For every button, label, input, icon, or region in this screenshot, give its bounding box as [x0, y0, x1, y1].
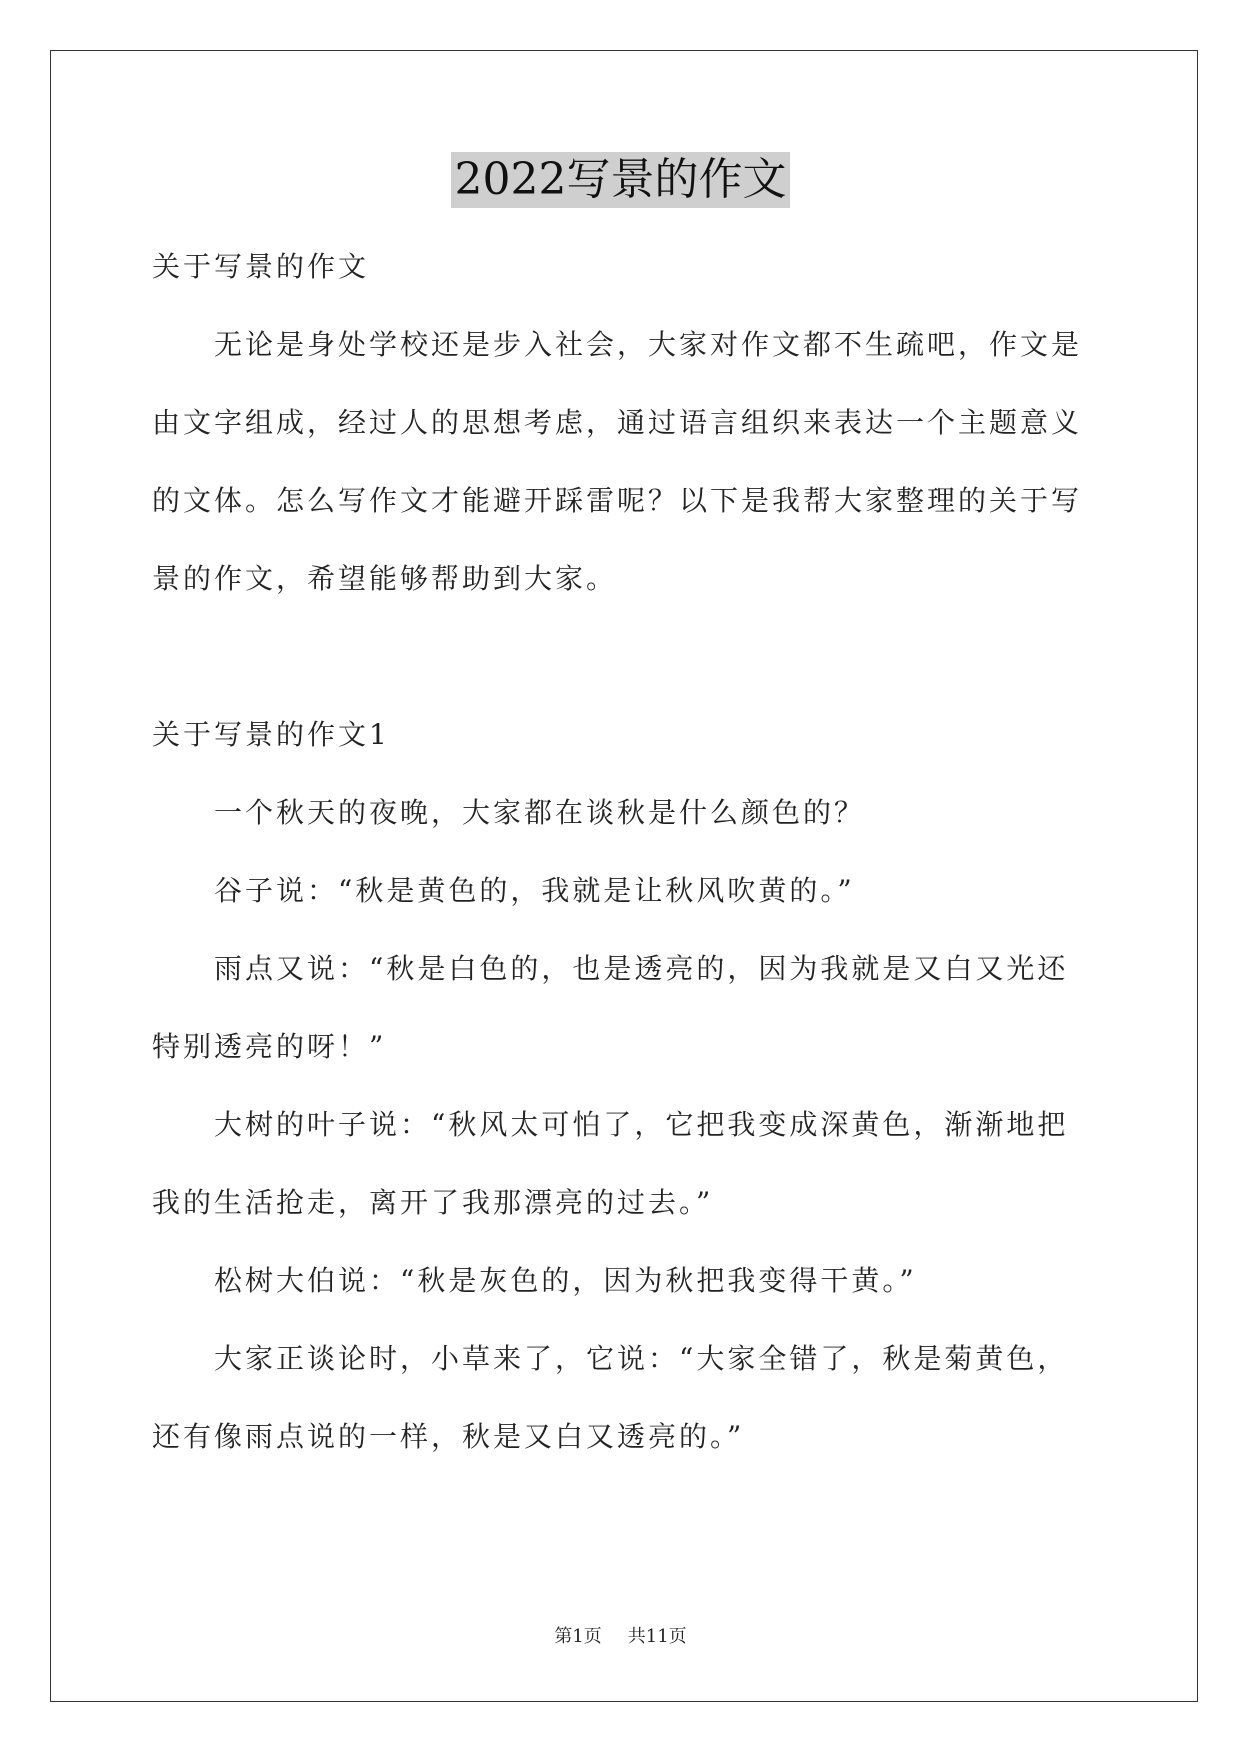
body-paragraph: 大家正谈论时，小草来了，它说：“大家全错了，秋是菊黄色，还有像雨点说的一样，秋是又白又透亮的。”: [152, 1342, 1069, 1453]
subtitle: 关于写景的作文: [152, 250, 370, 283]
page-footer: [0, 1622, 1241, 1648]
section-heading: 关于写景的作文1: [152, 718, 390, 751]
intro-paragraph: 无论是身处学校还是步入社会，大家对作文都不生疏吧，作文是由文字组成，经过人的思想考虑，通过语言组织来表达一个主题意义的文体。怎么写作文才能避开踩雷呢？以下是我帮大家整理的关于写景的作文，希望能够帮助到大家。: [152, 328, 1083, 595]
body-paragraph: 松树大伯说：“秋是灰色的，因为秋把我变得干黄。”: [214, 1264, 917, 1297]
body-paragraph: 雨点又说：“秋是白色的，也是透亮的，因为我就是又白又光还特别透亮的呀！”: [152, 952, 1069, 1063]
spacer: [152, 618, 1092, 696]
body-paragraph: 一个秋天的夜晚，大家都在谈秋是什么颜色的？: [214, 796, 866, 829]
document-body: [152, 228, 1092, 1476]
body-paragraph: 谷子说：“秋是黄色的，我就是让秋风吹黄的。”: [214, 874, 855, 907]
page-total: 共11页: [627, 1626, 687, 1647]
body-paragraph: 大树的叶子说：“秋风太可怕了，它把我变成深黄色，渐渐地把我的生活抢走，离开了我那漂亮的过去。”: [152, 1108, 1069, 1219]
document-title: 2022写景的作文: [451, 152, 791, 208]
page-number: 第1页: [554, 1626, 602, 1647]
title-area: [0, 152, 1241, 208]
